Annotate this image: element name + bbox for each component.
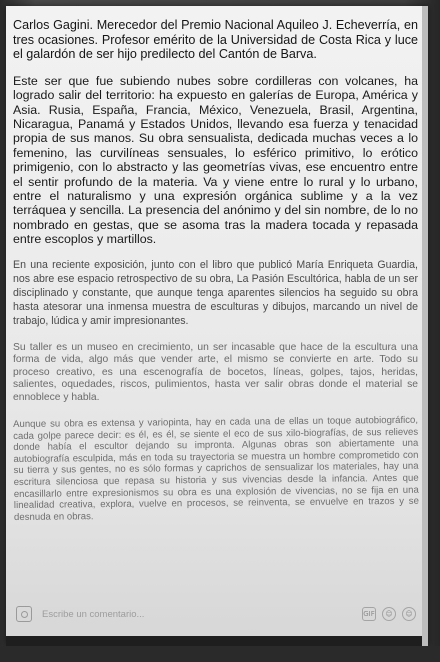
article-body	[13, 18, 418, 523]
paragraph-workshop: Su taller es un museo en crecimiento, un ser incasable que hace de la escultura una forma de vida, algo más que vender arte, el mismo se convierte en arte. Todo su proceso creativo, es una escenografía de bocetos, líneas, golpes, tajos, heridas, salientes, oquedades, riscos, pulimientos, hasta ver salir obras donde el material se ennoblece y habla.	[13, 341, 418, 404]
page-edge	[422, 6, 428, 646]
paragraph-autobiography: Aunque su obra es extensa y variopinta, hay en cada una de ellas un toque autobiográfico, cada golpe parece decir: es él, es él, se siente el eco de sus xilo-biografías, de sus relieves donde había el escultor dejando su impronta. Algunas obras son abiertamente una autobiografía esculpida, más en toda su trayectoria se muestra un hombre comprometido con su tierra y sus gentes, no es sólo formas y caprichos de sensualizar los materiales, hay una escritura silenciosa que repasa su historia y sus vivencias desde la infancia. Antes que encasillarlo entre expresionismos su obra es una explosión de vivencias, no se fija en una linealidad creativa, explora, vuelve en procesos, se reinventa, se envuelve en trazos y se desnuda en obras.	[13, 414, 419, 523]
sticker-icon[interactable]: ☺	[382, 607, 396, 621]
printed-page	[6, 6, 428, 646]
paragraph-exhibitions: Este ser que fue subiendo nubes sobre cordilleras con volcanes, ha logrado salir del territorio: ha expuesto en galerías de Europa, América y Asia. Rusia, España, Francia, México, Venezuela, Brasil, Argentina, Nicaragua, Panamá y Estados Unidos, llevando esa fuerza y tenacidad propia de sus manos. Su obra sensualista, dedicada muchas veces a lo femenino, las curvilíneas sensuales, lo esférico primitivo, lo erótico primigenio, con lo abstracto y las geometrías vivas, ese encuentro entre el sentir profundo de la materia. Va y viene entre lo rural y lo urbano, entre el naturalismo y una expresión orgánica sublime y a la vez terráquea y sencilla. La presencia del anónimo y del sin nombre, de lo no nombrado en gestas, que se asoma tras la madera tocada y repasada entre escoplos y martillos.	[13, 73, 418, 247]
camera-icon[interactable]	[16, 606, 32, 622]
emoji-icon[interactable]: ☺	[402, 607, 416, 621]
comment-bar-icons	[362, 607, 416, 621]
surface-below	[0, 646, 440, 662]
comment-bar	[16, 602, 416, 626]
comment-input[interactable]: Escribe un comentario...	[42, 608, 145, 620]
intro-paragraph: Carlos Gagini. Merecedor del Premio Nacional Aquileo J. Echeverría, en tres ocasiones. Profesor emérito de la Universidad de Costa Rica y luce el galardón de ser hijo predilecto del Cantón de Barva.	[13, 18, 418, 62]
paragraph-retrospective: En una reciente exposición, junto con el libro que publicó María Enriqueta Guardia, nos abre ese espacio retrospectivo de su obra, La Pasión Escultórica, habla de un ser disciplinado y constante, que aunque tenga aparentes silencios ha seguido su obra hasta atesorar una inmensa muestra de esculturas y dibujos, marcando un nivel de trabajo, lúdica y amir impresionantes.	[13, 258, 418, 328]
page-bottom-shadow	[6, 636, 428, 646]
gif-icon[interactable]: GIF	[362, 607, 376, 621]
